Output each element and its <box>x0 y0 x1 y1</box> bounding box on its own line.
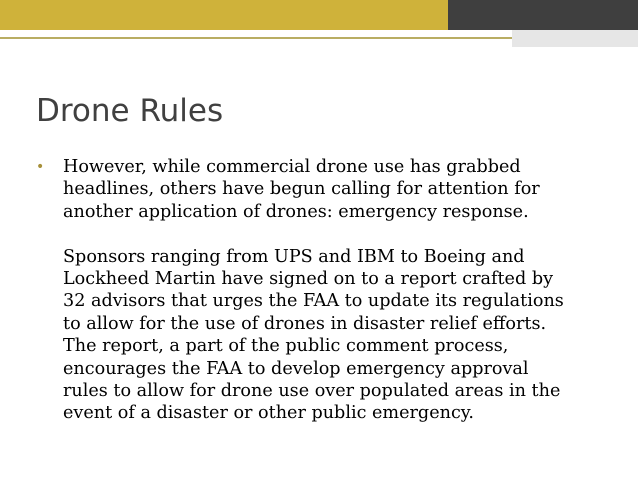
header-rule-tab <box>512 30 638 47</box>
bullet-item: However, while commercial drone use has grabbed headlines, others have begun calling for attention for another application of drones: emergency response. Sponsors ranging from UPS and IBM to Boeing and Lockheed Martin have signed on to a report crafted by 32 advisors that urges the FAA to update its regulations to allow for the use of drones in disaster relief efforts. The report, a part of the public comment process, encourages the FAA to develop emergency approval rules to allow for drone use over populated areas in the event of a disaster or other public emergency. <box>63 157 564 424</box>
bullet-list <box>36 156 596 425</box>
header-bar <box>0 0 638 30</box>
bullet-icon: • <box>36 159 45 175</box>
header-bar-gold-segment <box>0 0 448 30</box>
header-bar-dark-segment <box>448 0 638 30</box>
header-rule <box>0 30 638 47</box>
slide-title: Drone Rules <box>36 93 224 129</box>
